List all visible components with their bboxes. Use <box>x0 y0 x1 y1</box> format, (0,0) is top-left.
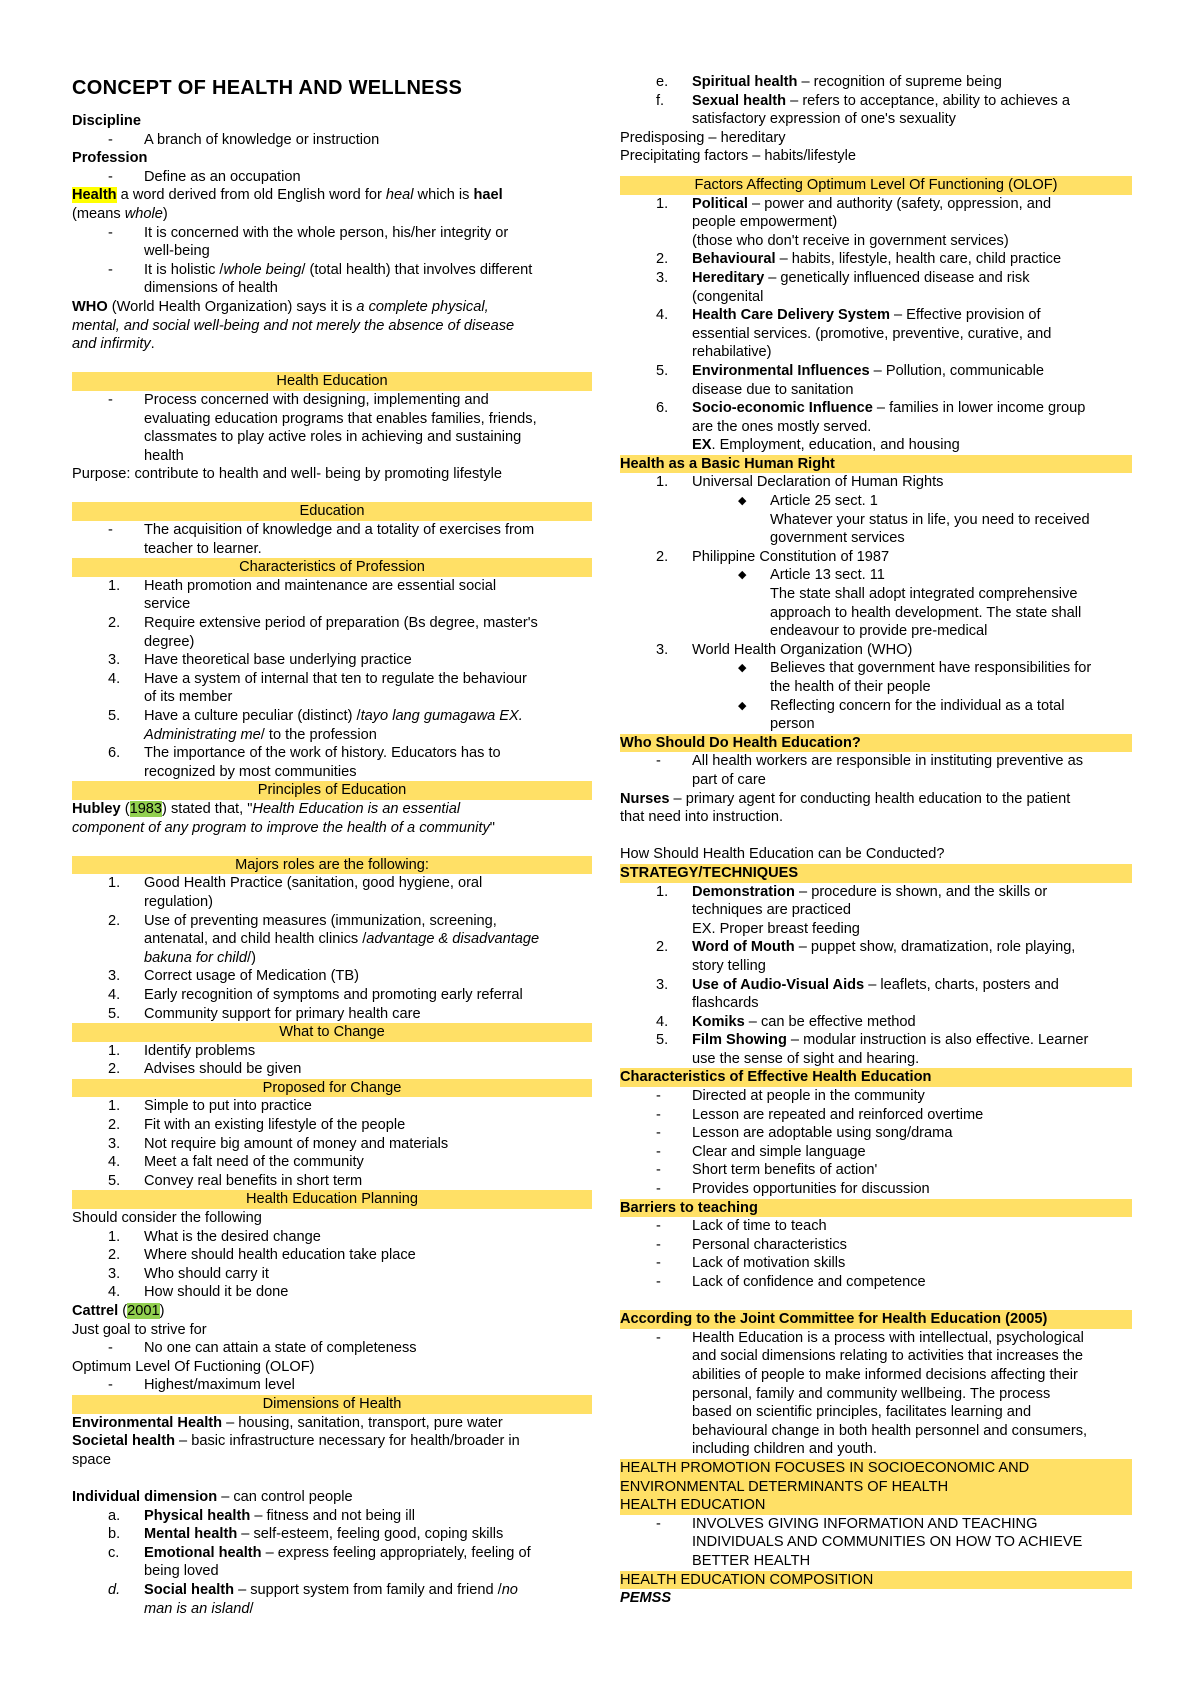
joint-committee-text: - Health Education is a process with intellectual, psychological <box>620 1329 1132 1348</box>
list-item: - Lesson are adoptable using song/drama <box>620 1124 1132 1143</box>
list-item: b. Mental health – self-esteem, feeling good, coping skills <box>108 1526 504 1543</box>
predisposing: Predisposing – hereditary <box>620 129 786 146</box>
list-item: d. Social health – support system from family and friend /no <box>108 1581 518 1598</box>
health-point-2: - It is holistic /whole being/ (total health) that involves different <box>72 261 592 280</box>
olof-factors-heading: Factors Affecting Optimum Level Of Functioning (OLOF) <box>620 176 1132 195</box>
list-item: - Lack of motivation skills <box>620 1254 1132 1273</box>
profession-label: Profession <box>72 150 148 167</box>
list-item: 4. How should it be done <box>108 1284 289 1301</box>
list-item: 1. Identify problems <box>108 1042 256 1059</box>
list-item-cont: bakuna for child/) <box>144 949 256 966</box>
list-item-cont: regulation) <box>144 893 213 910</box>
list-item-cont: disease due to sanitation <box>692 381 854 398</box>
who-definition-cont: mental, and social well-being and not merely the absence of disease <box>72 317 515 334</box>
bullet-item-cont: government services <box>770 530 905 547</box>
bullet-item-cont: the health of their people <box>770 679 931 695</box>
promotion-heading-1: HEALTH PROMOTION FOCUSES IN SOCIOECONOMIC AND <box>620 1459 1132 1478</box>
promotion-text: - INVOLVES GIVING INFORMATION AND TEACHING <box>620 1515 1132 1534</box>
list-item: 4. Early recognition of symptoms and promoting early referral <box>108 986 523 1003</box>
promotion-heading-2: ENVIRONMENTAL DETERMINANTS OF HEALTH <box>620 1478 1132 1497</box>
list-item: 1. Political – power and authority (safety, oppression, and <box>656 195 1052 212</box>
char-profession-heading: Characteristics of Profession <box>72 558 592 577</box>
list-item-cont: EX. Proper breast feeding <box>692 920 860 937</box>
health-education-def-1: - Process concerned with designing, implementing and <box>72 391 592 410</box>
list-item: 3. Use of Audio-Visual Aids – leaflets, charts, posters and <box>656 976 1059 993</box>
discipline-label: Discipline <box>72 113 141 129</box>
joint-committee-text-cont: and social dimensions relating to activities that increases the <box>692 1348 1083 1365</box>
list-item-cont: are the ones mostly served. <box>692 418 872 435</box>
list-item: 5. Have a culture peculiar (distinct) /tayo lang gumagawa EX. <box>108 708 523 724</box>
planning-heading: Health Education Planning <box>72 1190 592 1209</box>
list-item-cont: people empowerment) <box>692 214 838 231</box>
list-item: 1. Heath promotion and maintenance are essential social <box>108 577 497 594</box>
environmental-health: Environmental Health – housing, sanitation, transport, pure water <box>72 1414 503 1431</box>
list-item: 2. Word of Mouth – puppet show, dramatization, role playing, <box>656 939 1076 956</box>
nurses-line: Nurses – primary agent for conducting health education to the patient <box>620 790 1071 807</box>
who-should-point: - All health workers are responsible in instituting preventive as <box>620 752 1132 771</box>
list-item-cont: essential services. (promotive, preventive, curative, and <box>692 325 1052 342</box>
list-item: f. Sexual health – refers to acceptance, ability to achieves a <box>656 92 1071 109</box>
cattrel-point: - No one can attain a state of completeness <box>72 1339 592 1358</box>
list-item: 3. World Health Organization (WHO) <box>656 641 913 658</box>
joint-committee-text-cont: based on scientific principles, facilitates learning and <box>692 1404 1032 1421</box>
list-item: a. Physical health – fitness and not being ill <box>108 1507 415 1524</box>
list-item: - Short term benefits of action' <box>620 1161 1132 1180</box>
list-item: - Lesson are repeated and reinforced overtime <box>620 1106 1132 1125</box>
bullet-item-cont: person <box>770 716 815 733</box>
proposed-heading: Proposed for Change <box>72 1079 592 1098</box>
education-heading: Education <box>72 502 592 521</box>
health-education-purpose: Purpose: contribute to health and well- being by promoting lifestyle <box>72 466 502 483</box>
cattrel-goal: Just goal to strive for <box>72 1321 207 1338</box>
what-change-heading: What to Change <box>72 1023 592 1042</box>
who-definition-end: and infirmity. <box>72 336 155 353</box>
joint-committee-text-cont: behavioural change in both health personnel and consumers, <box>692 1422 1088 1439</box>
health-definition: Health a word derived from old English word for heal which is hael <box>72 187 503 204</box>
list-item: 1. What is the desired change <box>108 1228 321 1245</box>
bullet-item: ◆ Reflecting concern for the individual as a total <box>738 697 1065 714</box>
list-item: 2. Require extensive period of preparation (Bs degree, master's <box>108 615 538 632</box>
education-def-1: - The acquisition of knowledge and a totality of exercises from <box>72 521 592 540</box>
health-term: Health <box>72 187 117 204</box>
effective-heading: Characteristics of Effective Health Education <box>620 1068 1132 1087</box>
list-item: 2. Where should health education take place <box>108 1247 416 1264</box>
societal-health-cont: space <box>72 1451 111 1468</box>
cattrel-year: 2001 <box>127 1303 160 1319</box>
list-item: 2. Fit with an existing lifestyle of the people <box>108 1117 406 1134</box>
olof-point: - Highest/maximum level <box>72 1376 592 1395</box>
profession-definition: - Define as an occupation <box>72 168 592 187</box>
pemss-label: PEMSS <box>620 1590 672 1607</box>
list-item-cont: EX. Employment, education, and housing <box>692 437 960 454</box>
list-item-cont: satisfactory expression of one's sexuality <box>692 111 956 128</box>
joint-committee-heading: According to the Joint Committee for Health Education (2005) <box>620 1310 1132 1329</box>
list-item-cont: story telling <box>692 957 766 974</box>
list-item: c. Emotional health – express feeling appropriately, feeling of <box>108 1544 531 1561</box>
societal-health: Societal health – basic infrastructure necessary for health/broader in <box>72 1433 520 1450</box>
composition-heading: HEALTH EDUCATION COMPOSITION <box>620 1571 1132 1590</box>
bullet-item: ◆ Believes that government have responsibilities for <box>738 660 1092 677</box>
strategy-heading: STRATEGY/TECHNIQUES <box>620 864 1132 883</box>
individual-dimension: Individual dimension – can control people <box>72 1488 353 1505</box>
list-item: 5. Community support for primary health care <box>108 1005 421 1022</box>
list-item-cont: (congenital <box>692 288 764 305</box>
education-def-2: teacher to learner. <box>144 540 262 557</box>
bullet-item-cont: Whatever your status in life, you need to received <box>770 511 1090 528</box>
bullet-item-cont: The state shall adopt integrated comprehensive <box>770 586 1078 603</box>
list-item-cont: flashcards <box>692 995 759 1012</box>
who-should-point-cont: part of care <box>692 771 766 788</box>
list-item: 1. Universal Declaration of Human Rights <box>656 474 944 491</box>
list-item: 5. Environmental Influences – Pollution, communicable <box>656 362 1045 379</box>
list-item: 3. Not require big amount of money and materials <box>108 1135 449 1152</box>
health-point-2-cont: dimensions of health <box>144 280 278 297</box>
nurses-line-cont: that need into instruction. <box>620 809 784 826</box>
list-item: 3. Who should carry it <box>108 1265 269 1282</box>
joint-committee-text-cont: abilities of people to make informed decisions affecting their <box>692 1366 1078 1383</box>
list-item: - Provides opportunities for discussion <box>620 1180 1132 1199</box>
list-item: 6. The importance of the work of history. Educators has to <box>108 745 501 762</box>
list-item: 4. Meet a falt need of the community <box>108 1154 364 1171</box>
list-item: 3. Correct usage of Medication (TB) <box>108 968 359 985</box>
list-item: 2. Use of preventing measures (immunization, screening, <box>108 912 497 929</box>
promotion-text-cont: INDIVIDUALS AND COMMUNITIES ON HOW TO ACHIEVE <box>692 1534 1083 1551</box>
health-education-def-3: classmates to play active roles in achieving and sustaining <box>144 429 522 446</box>
list-item-cont: techniques are practiced <box>692 902 852 919</box>
who-should-heading: Who Should Do Health Education? <box>620 734 1132 753</box>
list-item-cont: recognized by most communities <box>144 763 357 780</box>
list-item: 3. Hereditary – genetically influenced disease and risk <box>656 269 1030 286</box>
health-point-1: - It is concerned with the whole person, his/her integrity or <box>72 224 592 243</box>
list-item: 5. Convey real benefits in short term <box>108 1172 363 1189</box>
major-roles-heading: Majors roles are the following: <box>72 856 592 875</box>
dimensions-heading: Dimensions of Health <box>72 1395 592 1414</box>
list-item: 2. Philippine Constitution of 1987 <box>656 548 890 565</box>
bullet-item: ◆ Article 25 sect. 1 <box>738 493 878 510</box>
olof-line: Optimum Level Of Fuctioning (OLOF) <box>72 1358 315 1375</box>
list-item-cont: service <box>144 596 191 613</box>
list-item: - Personal characteristics <box>620 1236 1132 1255</box>
health-education-heading: Health Education <box>72 372 592 391</box>
health-education-def-4: health <box>144 447 184 464</box>
list-item-cont: (those who don't receive in government services) <box>692 232 1009 249</box>
list-item: - Lack of time to teach <box>620 1217 1132 1236</box>
hubley-quote-cont: component of any program to improve the health of a community" <box>72 819 495 836</box>
hubley-quote: Hubley (1983) stated that, "Health Education is an essential <box>72 800 461 817</box>
list-item: - Clear and simple language <box>620 1143 1132 1162</box>
list-item: 3. Have theoretical base underlying practice <box>108 652 412 669</box>
list-item: 2. Behavioural – habits, lifestyle, health care, child practice <box>656 251 1062 268</box>
list-item: 1. Good Health Practice (sanitation, good hygiene, oral <box>108 875 483 892</box>
human-right-heading: Health as a Basic Human Right <box>620 455 1132 474</box>
list-item: 4. Health Care Delivery System – Effective provision of <box>656 307 1041 324</box>
bullet-item-cont: endeavour to provide pre-medical <box>770 623 988 640</box>
health-point-1-cont: well-being <box>144 243 210 260</box>
who-definition: WHO (World Health Organization) says it is a complete physical, <box>72 298 489 315</box>
list-item: 4. Have a system of internal that ten to regulate the behaviour <box>108 670 527 687</box>
list-item-cont: of its member <box>144 689 233 706</box>
list-item: 2. Advises should be given <box>108 1061 302 1078</box>
joint-committee-text-cont: including children and youth. <box>692 1441 877 1458</box>
right-column <box>620 73 1132 1608</box>
list-item: e. Spiritual health – recognition of supreme being <box>656 74 1002 90</box>
list-item-cont: degree) <box>144 633 195 650</box>
bullet-item-cont: approach to health development. The state shall <box>770 604 1082 621</box>
promotion-text-cont: BETTER HEALTH <box>692 1552 811 1569</box>
list-item-cont: rehabilative) <box>692 344 772 361</box>
discipline-definition: - A branch of knowledge or instruction <box>72 131 592 150</box>
list-item: 4. Komiks – can be effective method <box>656 1013 916 1030</box>
bullet-item: ◆ Article 13 sect. 11 <box>738 567 885 584</box>
health-education-def-2: evaluating education programs that enables families, friends, <box>144 410 537 427</box>
list-item: 1. Simple to put into practice <box>108 1098 312 1115</box>
planning-intro: Should consider the following <box>72 1210 262 1227</box>
list-item-cont: man is an island/ <box>144 1600 254 1617</box>
how-conducted: How Should Health Education can be Conducted? <box>620 846 945 863</box>
precipitating: Precipitating factors – habits/lifestyle <box>620 148 857 165</box>
promotion-heading-3: HEALTH EDUCATION <box>620 1496 1132 1515</box>
list-item: 1. Demonstration – procedure is shown, and the skills or <box>656 883 1048 900</box>
list-item-cont: being loved <box>144 1563 219 1580</box>
list-item: 5. Film Showing – modular instruction is also effective. Learner <box>656 1032 1089 1049</box>
page-title: CONCEPT OF HEALTH AND WELLNESS <box>72 77 463 99</box>
health-means: (means whole) <box>72 205 168 222</box>
list-item-cont: use the sense of sight and hearing. <box>692 1050 920 1067</box>
principles-heading: Principles of Education <box>72 781 592 800</box>
list-item: 6. Socio-economic Influence – families in lower income group <box>656 400 1086 417</box>
joint-committee-text-cont: personal, family and community wellbeing. The process <box>692 1385 1051 1402</box>
list-item: - Directed at people in the community <box>620 1087 1132 1106</box>
cattrel-ref: Cattrel (2001) <box>72 1303 165 1319</box>
list-item-cont: antenatal, and child health clinics /advantage & disadvantage <box>144 931 540 948</box>
hubley-year: 1983 <box>129 800 163 817</box>
list-item-cont: Administrating me/ to the profession <box>144 726 377 743</box>
list-item: - Lack of confidence and competence <box>620 1273 1132 1292</box>
left-column <box>72 76 592 1618</box>
barriers-heading: Barriers to teaching <box>620 1199 1132 1218</box>
